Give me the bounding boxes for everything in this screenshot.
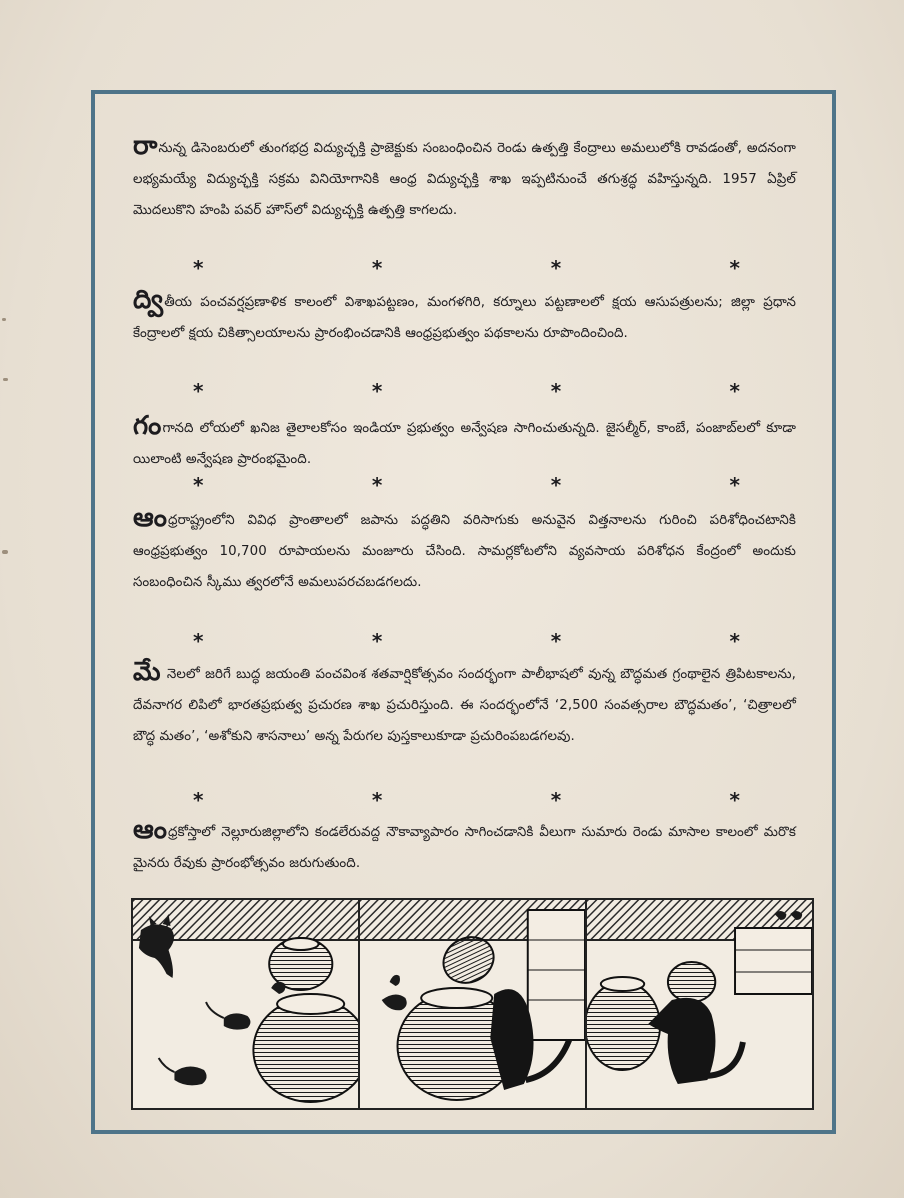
news-item-japanese-paddy: [133, 505, 796, 598]
news-item-kandaleru-port: [133, 817, 796, 879]
page-border-frame: [91, 90, 836, 1134]
news-lead-letter: ద్వి: [133, 285, 164, 316]
cartoon-panel-cat-stuck-in-pot: [587, 900, 812, 1108]
news-item-oil-exploration: [133, 413, 796, 475]
cat-head-in-pot-illustration: [360, 900, 585, 1108]
edge-blemish: [2, 550, 8, 554]
edge-blemish: [3, 378, 8, 381]
news-lead-letter: మే: [133, 657, 161, 688]
cat-stuck-in-pot-illustration: [587, 900, 812, 1108]
news-text: తీయ పంచవర్షప్రణాళిక కాలంలో విశాఖపట్టణం, మంగళగిరి, కర్నూలు పట్టణాలలో క్షయ ఆసుపత్రులను; జిల్లా ప్రధాన కేంద్రాలలో క్షయ చికిత్సాలయాలను ప్రారంభించడానికి ఆంధ్రప్రభుత్వం పథకాలను రూపొందించింది.: [133, 295, 796, 342]
news-lead-letter: ఆం: [133, 815, 168, 846]
cat-and-mice-illustration: [133, 900, 358, 1108]
edge-blemish: [2, 318, 6, 321]
news-text: గానది లోయలో ఖనిజ తైలాలకోసం ఇండియా ప్రభుత్వం అన్వేషణ సాగించుతున్నది. జైసల్మీర్, కాంబే, పంజాబ్‌లలో కూడా యిలాంటి అన్వేషణ ప్రారంభమైంది.: [133, 421, 796, 468]
cartoon-strip: [131, 898, 814, 1110]
news-lead-letter: గం: [133, 411, 162, 442]
news-lead-letter: రా: [133, 131, 158, 162]
news-text: ధ్రకోస్తాలో నెల్లూరుజిల్లాలోని కండలేరువద్ద నౌకావ్యాపారం సాగించడానికి వీలుగా సుమారు రెండు మాసాల కాలంలో మరొక మైనరు రేవుకు ప్రారంభోత్సవం జరుగుతుంది.: [133, 825, 796, 872]
separator-stars: * * * *: [193, 379, 740, 403]
news-text: నెలలో జరిగే బుద్ధ జయంతి పంచవింశ శతవార్షికోత్సవం సందర్భంగా పాలీభాషలో వున్న బౌద్ధమత గ్రంథాలైన త్రిపిటకాలను, దేవనాగర లిపిలో భారతప్రభుత్వ ప్రచురణ శాఖ ప్రచురిస్తుంది. ఈ సందర్భంలోనే ‘2,500 సంవత్సరాల బౌద్ధమతం’, ‘చిత్రాలలో బౌద్ధ మతం’, ‘అశోకుని శాసనాలు’ అన్న పేరుగల పుస్తకాలుకూడా ప్రచురింపబడగలవు.: [133, 667, 796, 745]
news-text: ధ్రరాష్ట్రంలోని వివిధ ప్రాంతాలలో జపాను పద్ధతిని వరిసాగుకు అనువైన విత్తనాలను గురించి పరిశోధించటానికి ఆంధ్రప్రభుత్వం 10,700 రూపాయలను మంజూరు చేసింది. సామర్లకోటలోని వ్యవసాయ పరిశోధన కేంద్రంలో అందుకు సంబంధించిన స్కీము త్వరలోనే అమలుపరచబడగలదు.: [133, 513, 796, 591]
separator-stars: * * * *: [193, 473, 740, 497]
cartoon-panel-cat-and-mice: [133, 900, 360, 1108]
separator-stars: * * * *: [193, 256, 740, 280]
news-lead-letter: ఆం: [133, 503, 168, 534]
cartoon-panel-cat-head-in-pot: [360, 900, 587, 1108]
separator-stars: * * * *: [193, 788, 740, 812]
separator-stars: * * * *: [193, 629, 740, 653]
news-text: నున్న డిసెంబరులో తుంగభద్ర విద్యుచ్ఛక్తి ప్రాజెక్టుకు సంబంధించిన రెండు ఉత్పత్తి కేంద్రాలు అమలులోకి రావడంతో, అదనంగా లభ్యమయ్యే విద్యుచ్ఛక్తి సక్రమ వినియోగానికి ఆంధ్ర విద్యుచ్ఛక్తి శాఖ ఇప్పటినుంచే తగుశ్రద్ధ వహిస్తున్నది. 1957 ఏప్రిల్ మొదలుకొని హంపి పవర్ హౌస్‌లో విద్యుచ్ఛక్తి ఉత్పత్తి కాగలదు.: [133, 141, 796, 219]
news-item-tb-hospitals: [133, 287, 796, 349]
news-item-buddha-jayanti: [133, 659, 796, 752]
news-item-tungabhadra: [133, 133, 796, 226]
